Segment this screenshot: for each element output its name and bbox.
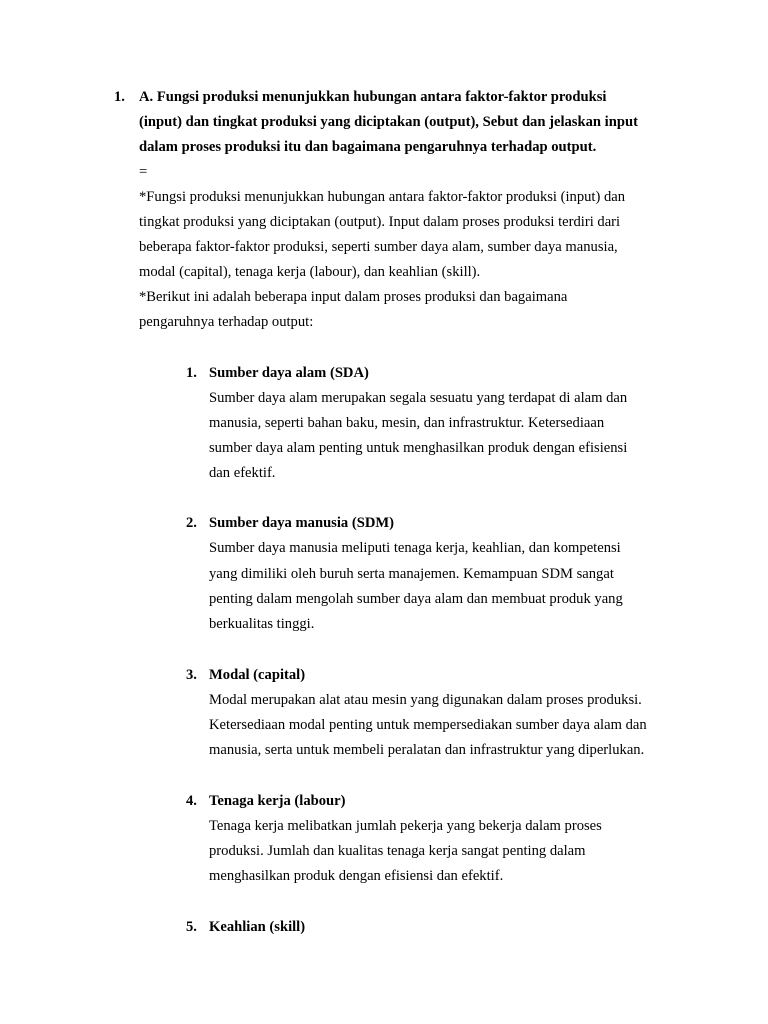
item-2-number: 2.: [186, 515, 197, 531]
item-1-line-2: manusia, seperti bahan baku, mesin, dan infrastruktur. Ketersediaan: [209, 415, 605, 431]
item-3-number: 3.: [186, 667, 197, 683]
item-2-line-4: berkualitas tinggi.: [209, 616, 315, 632]
item-1-title: Sumber daya alam (SDA): [209, 365, 369, 381]
item-3-line-1: Modal merupakan alat atau mesin yang digunakan dalam proses produksi.: [209, 692, 642, 708]
item-1-number: 1.: [186, 365, 197, 381]
answer-para1-line-3: beberapa faktor-faktor produksi, seperti sumber daya alam, sumber daya manusia,: [139, 239, 618, 255]
item-3-line-3: manusia, serta untuk membeli peralatan dan infrastruktur yang diperlukan.: [209, 742, 645, 758]
item-4-title: Tenaga kerja (labour): [209, 793, 346, 809]
item-2-line-2: yang dimiliki oleh buruh serta manajemen. Kemampuan SDM sangat: [209, 566, 614, 582]
answer-marker: =: [139, 164, 148, 180]
item-1-line-3: sumber daya alam penting untuk menghasilkan produk dengan efisiensi: [209, 440, 628, 456]
item-1-line-4: dan efektif.: [209, 465, 276, 481]
item-3-title: Modal (capital): [209, 667, 306, 683]
answer-para1-line-4: modal (capital), tenaga kerja (labour), dan keahlian (skill).: [139, 264, 481, 280]
answer-para1-line-1: *Fungsi produksi menunjukkan hubungan antara faktor-faktor produksi (input) dan: [139, 189, 626, 205]
answer-para1-line-2: tingkat produksi yang diciptakan (output). Input dalam proses produksi terdiri dari: [139, 214, 621, 230]
question-line-2: (input) dan tingkat produksi yang diciptakan (output), Sebut dan jelaskan input: [139, 114, 638, 130]
item-2-line-3: penting dalam mengolah sumber daya alam dan membuat produk yang: [209, 591, 623, 607]
item-4-number: 4.: [186, 793, 197, 809]
answer-para2-line-1: *Berikut ini adalah beberapa input dalam proses produksi dan bagaimana: [139, 289, 568, 305]
item-2-line-1: Sumber daya manusia meliputi tenaga kerja, keahlian, dan kompetensi: [209, 540, 621, 556]
question-number: 1.: [114, 89, 125, 105]
item-3-line-2: Ketersediaan modal penting untuk mempersediakan sumber daya alam dan: [209, 717, 647, 733]
item-4-line-2: produksi. Jumlah dan kualitas tenaga kerja sangat penting dalam: [209, 843, 586, 859]
item-5-number: 5.: [186, 919, 197, 935]
question-line-1: A. Fungsi produksi menunjukkan hubungan antara faktor-faktor produksi: [139, 89, 607, 105]
item-2-title: Sumber daya manusia (SDM): [209, 515, 395, 531]
item-4-line-3: menghasilkan produk dengan efisiensi dan efektif.: [209, 868, 504, 884]
answer-para2-line-2: pengaruhnya terhadap output:: [139, 314, 314, 330]
item-5-title: Keahlian (skill): [209, 919, 306, 935]
item-4-line-1: Tenaga kerja melibatkan jumlah pekerja yang bekerja dalam proses: [209, 818, 602, 834]
item-1-line-1: Sumber daya alam merupakan segala sesuatu yang terdapat di alam dan: [209, 390, 628, 406]
question-line-3: dalam proses produksi itu dan bagaimana pengaruhnya terhadap output.: [139, 139, 597, 155]
